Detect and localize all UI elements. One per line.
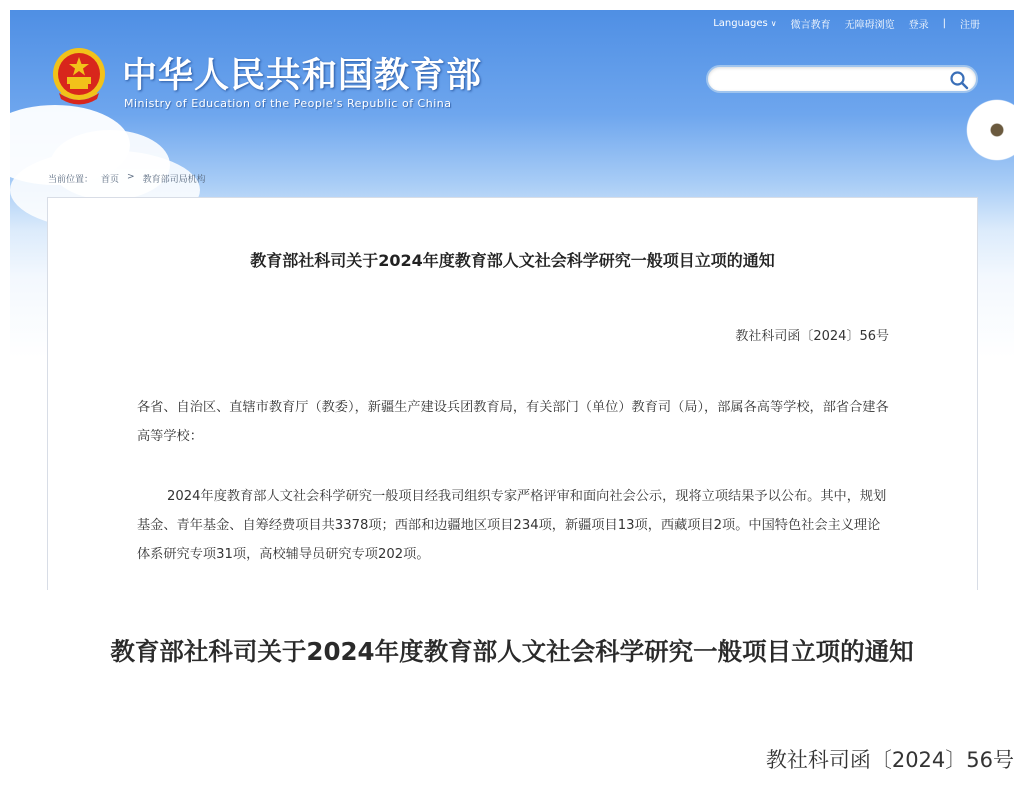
accessibility-link[interactable]: 无障碍浏览 <box>844 20 895 31</box>
divider: | <box>942 18 946 29</box>
document-number: 教社科司函〔2024〕56号 <box>735 329 889 344</box>
site-title-en: Ministry of Education of the People's Republic of China <box>124 97 452 110</box>
top-links-bar <box>713 16 980 31</box>
article-panel <box>47 197 978 590</box>
register-link[interactable]: 注册 <box>960 20 980 31</box>
caption-title: 教育部社科司关于2024年度教育部人文社会科学研究一般项目立项的通知 <box>110 637 914 666</box>
chevron-down-icon: ∨ <box>770 19 777 28</box>
breadcrumb <box>48 172 206 185</box>
breadcrumb-separator: > <box>127 172 135 182</box>
weiyan-link[interactable]: 微言教育 <box>790 20 831 31</box>
dandelion-decoration <box>962 95 1014 165</box>
national-emblem-icon[interactable] <box>51 47 107 109</box>
search-box <box>706 65 978 93</box>
article-title: 教育部社科司关于2024年度教育部人文社会科学研究一般项目立项的通知 <box>250 251 775 270</box>
breadcrumb-home-link[interactable]: 首页 <box>101 175 120 185</box>
search-input[interactable] <box>720 70 940 90</box>
article-paragraph-summary: 2024年度教育部人文社会科学研究一般项目经我司组织专家严格评审和面向社会公示，现将立项结果予以公布。其中，规划基金、青年基金、自筹经费项目共3378项；西部和边疆地区项目234项，新疆项目13项，西藏项目2项。中国特色社会主义理论体系研究专项31项，高校辅导员研究专项202项。 <box>137 489 887 562</box>
login-link[interactable]: 登录 <box>908 20 929 31</box>
screenshot-region <box>10 10 1014 590</box>
languages-menu[interactable] <box>713 18 776 29</box>
article-paragraph-recipients: 各省、自治区、直辖市教育厅（教委），新疆生产建设兵团教育局，有关部门（单位）教育司（局），部属各高等学校，部省合建各高等学校： <box>137 400 889 444</box>
breadcrumb-current-link[interactable]: 教育部司局机构 <box>142 175 206 185</box>
site-title-cn[interactable]: 中华人民共和国教育部 <box>122 56 483 96</box>
caption-document-number: 教社科司函〔2024〕56号 <box>765 748 1014 772</box>
search-icon[interactable] <box>948 69 970 91</box>
breadcrumb-label: 当前位置： <box>48 175 94 185</box>
languages-label: Languages <box>713 18 768 29</box>
